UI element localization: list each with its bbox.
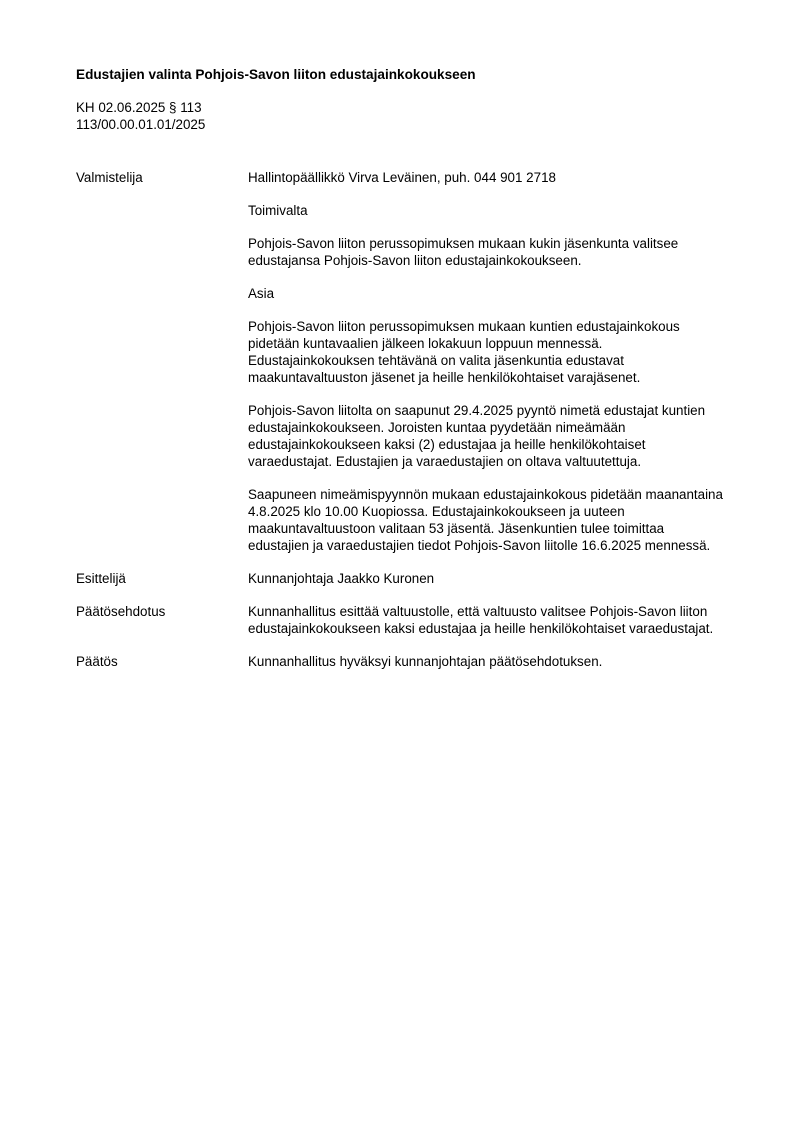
section-paatos <box>76 653 726 670</box>
asia-paragraph-1: Pohjois-Savon liiton perussopimuksen mukaan kuntien edustajainkokous pidetään kuntavaalien jälkeen lokakuun loppuun mennessä. Edustajainkokouksen tehtävänä on valita jäsenkuntia edustavat maakuntavaltuuston jäsenet ja heille henkilökohtaiset varajäsenet. <box>248 319 680 385</box>
preparer-info: Hallintopäällikkö Virva Leväinen, puh. 044 901 2718 <box>248 170 556 185</box>
section-label-paatosehdotus: Päätösehdotus <box>76 604 166 619</box>
asia-paragraph-3: Saapuneen nimeämispyynnön mukaan edustajainkokous pidetään maanantaina 4.8.2025 klo 10.00 Kuopiossa. Edustajainkokoukseen ja uuteen maakuntavaltuustoon valitaan 53 jäsentä. Jäsenkuntien tulee toimittaa edustajien ja varaedustajien tiedot Pohjois-Savon liitolle 16.6.2025 mennessä. <box>248 487 723 553</box>
document-title: Edustajien valinta Pohjois-Savon liiton edustajainkokoukseen <box>76 67 476 82</box>
asia-paragraph-2: Pohjois-Savon liitolta on saapunut 29.4.2025 pyyntö nimetä edustajat kuntien edustajainkokoukseen. Joroisten kuntaa pyydetään nimeämään edustajainkokoukseen kaksi (2) edustajaa ja heille henkilökohtaiset varaedustajat. Edustajien ja varaedustajien on oltava valtuutettuja. <box>248 403 706 469</box>
section-esittelija <box>76 570 726 587</box>
section-label-valmistelija: Valmistelija <box>76 170 143 185</box>
meeting-reference: KH 02.06.2025 § 113 <box>76 100 202 115</box>
section-label-esittelija: Esittelijä <box>76 571 126 586</box>
heading-asia: Asia <box>248 286 275 301</box>
document-page <box>76 66 726 686</box>
document-meta <box>76 99 726 133</box>
section-valmistelija <box>76 169 726 554</box>
case-number: 113/00.00.01.01/2025 <box>76 117 206 132</box>
section-content-esittelija: Kunnanjohtaja Jaakko Kuronen <box>248 571 435 586</box>
heading-toimivalta: Toimivalta <box>248 203 308 218</box>
section-content-valmistelija <box>248 169 726 554</box>
section-paatosehdotus <box>76 603 726 637</box>
section-content-paatos: Kunnanhallitus hyväksyi kunnanjohtajan päätösehdotuksen. <box>248 654 603 669</box>
toimivalta-text: Pohjois-Savon liiton perussopimuksen mukaan kukin jäsenkunta valitsee edustajansa Pohjois-Savon liiton edustajainkokoukseen. <box>248 236 679 268</box>
section-label-paatos: Päätös <box>76 654 118 669</box>
section-content-paatosehdotus: Kunnanhallitus esittää valtuustolle, että valtuusto valitsee Pohjois-Savon liiton edustajainkokoukseen kaksi edustajaa ja heille henkilökohtaiset varaedustajat. <box>248 604 714 636</box>
